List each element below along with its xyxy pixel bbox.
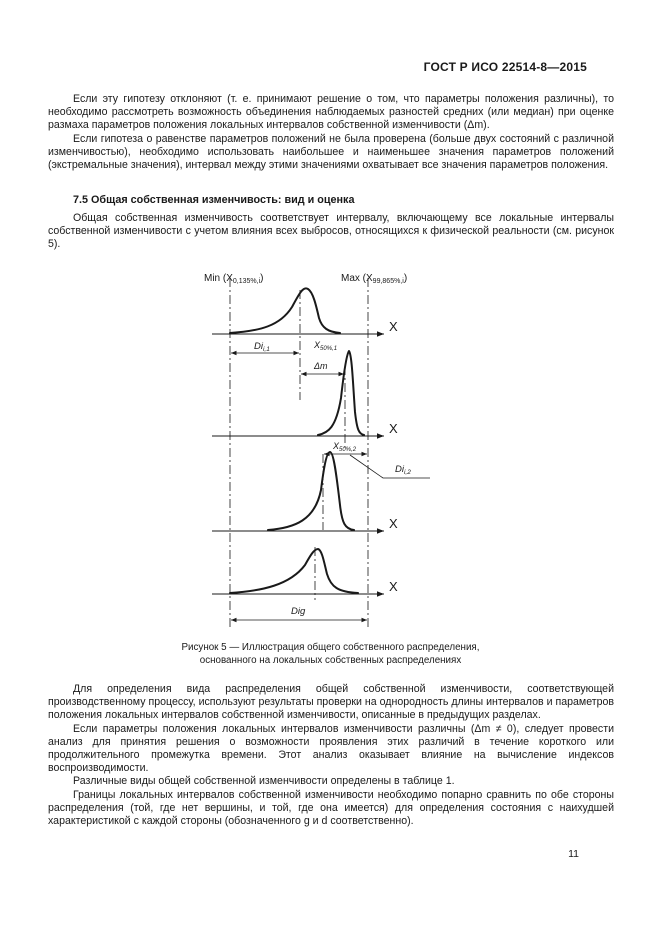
paragraph: Общая собственная изменчивость соответствует интервалу, включающему все локальные интервалы собственной изменчивости с учетом влияния всех выбросов, относящихся к физической реальности (см. рисунок 5). [48, 212, 614, 251]
caption-line: основанного на локальных собственных распределениях [199, 654, 462, 666]
distribution-curve-4 [230, 549, 358, 593]
axis-x-label-3: X [389, 516, 398, 531]
max-label: Max $(X_{99,865\%,i})$ [341, 273, 408, 285]
distribution-curve-3 [268, 452, 354, 530]
paragraph: Различные виды общей собственной изменчивости определены в таблице 1. [73, 775, 455, 788]
x50-2-label: $X_{50\%,2}$ [333, 441, 357, 453]
paragraph: Для определения вида распределения общей собственной изменчивости, соответствующей производственному процессу, используют результаты проверки на однородность длины интервалов и параметров положения локальных интервалов собственной изменчивости, описанные в предыдущих разделах. [48, 683, 614, 722]
paragraph: Если гипотеза о равенстве параметров положений не была проверена (больше двух состояний с различной изменчивостью), необходимо использовать наибольшее и наименьшее значения параметров положений (экстремальные значения), интервал между этими значениями охватывает все значения параметров положения. [48, 132, 614, 172]
paragraph: Если эту гипотезу отклоняют (т. е. принимают решение о том, что параметры положения различны), то необходимо рассмотреть возможность объединения наблюдаемых разностей средних (или медиан) при оценке размаха параметров положения локальных интервалов собственной изменчивости (Δm). [48, 93, 614, 132]
distribution-curve-1 [230, 288, 340, 333]
axis-x-label-4: X [389, 579, 398, 594]
caption-line: Рисунок 5 — Иллюстрация общего собственного распределения, [181, 642, 480, 653]
figure-caption [0, 642, 661, 668]
x50-1-label: $X_{50\%,1}$ [314, 340, 338, 352]
page-number: 11 [568, 848, 579, 860]
dig-label: Dig [291, 606, 306, 617]
document-code: ГОСТ Р ИСО 22514-8—2015 [423, 60, 587, 74]
text-block-bottom [48, 683, 614, 828]
axis-x-label-2: X [389, 421, 398, 436]
dm-label: Δm [314, 361, 328, 371]
di2-leader-line [350, 455, 430, 478]
di1-label: $Di_{i,1}$ [254, 341, 270, 353]
paragraph: Границы локальных интервалов собственной изменчивости необходимо попарно сравнить по обе стороны распределения (той, где нет вершины, и той, где она имеется) для определения состояния с наихудшей характеристикой с каждой стороны (обозначенного g и d соответственно). [48, 788, 614, 828]
paragraph: Если параметры положения локальных интервалов изменчивости различны (Δm ≠ 0), следует провести анализ для принятия решения о возможности проявления этих различий в течение короткого или продолжительного промежутка времени. Этот анализ оказывает влияние на вычисление индексов воспроизводимости. [48, 722, 614, 775]
min-label: Min $(X_{0,135\%,i})$ [204, 273, 264, 285]
section-heading: 7.5 Общая собственная изменчивость: вид и оценка [73, 194, 355, 206]
axis-x-label-1: X [389, 319, 398, 334]
di2-label: $Di_{i,2}$ [395, 464, 411, 476]
